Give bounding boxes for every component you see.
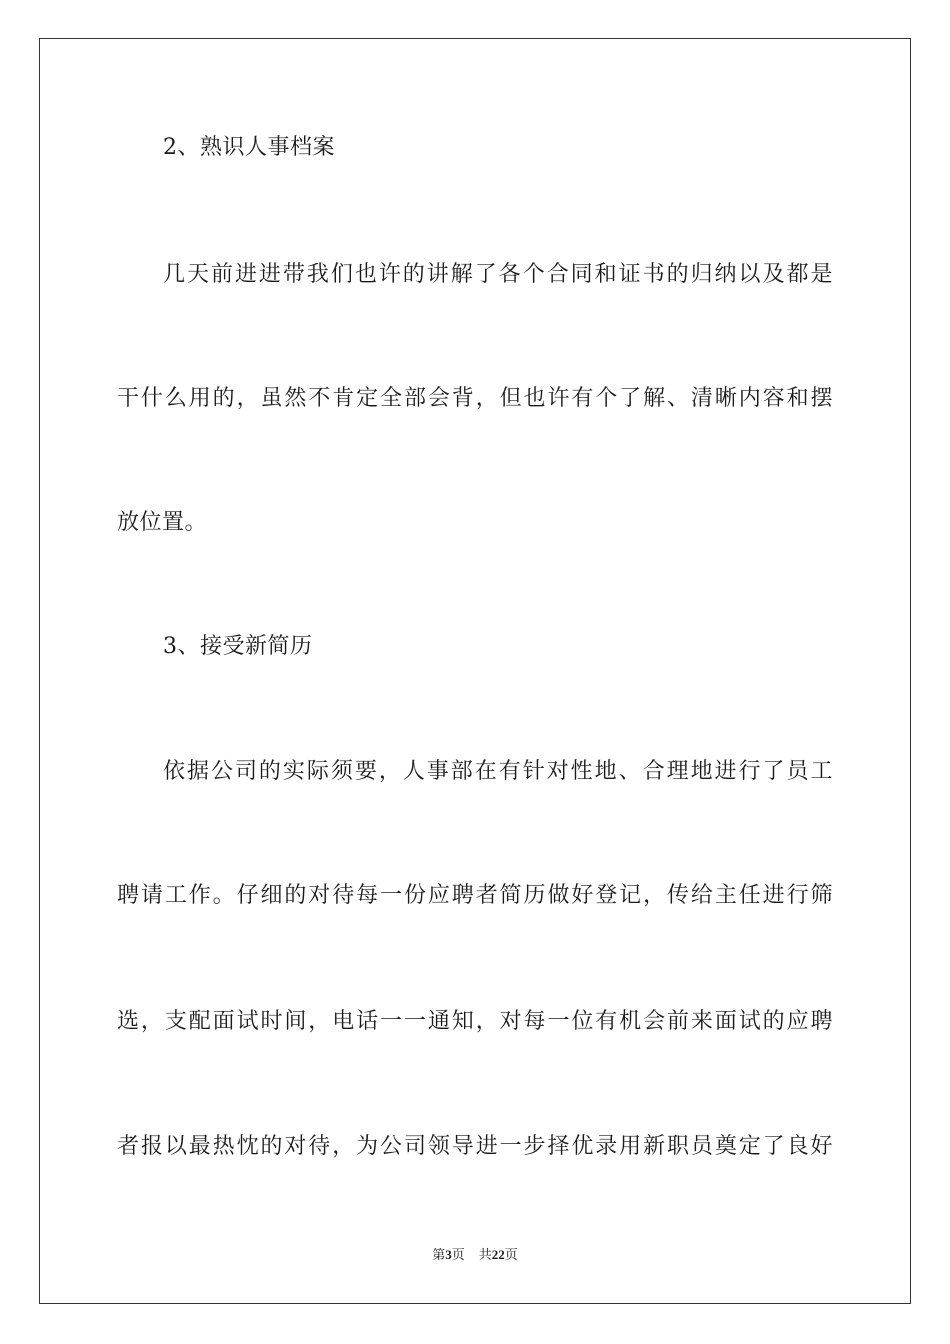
paragraph-line: 聘请工作。仔细的对待每一份应聘者简历做好登记，传给主任进行筛: [117, 883, 833, 908]
paragraph-line: 干什么用的，虽然不肯定全部会背，但也许有个了解、清晰内容和摆: [117, 386, 833, 411]
paragraph-line: 依据公司的实际须要，人事部在有针对性地、合理地进行了员工: [163, 759, 833, 784]
page-unit: 页: [451, 1247, 465, 1262]
paragraph-line: 者报以最热忱的对待，为公司领导进一步择优录用新职员奠定了良好: [117, 1134, 833, 1159]
section-heading-3: 3、接受新简历: [163, 634, 313, 659]
section-heading-2: 2、熟识人事档案: [163, 135, 335, 160]
page-border: [39, 38, 911, 1304]
page-footer: [0, 1246, 950, 1264]
total-page-count: 22: [491, 1247, 505, 1262]
paragraph-line: 选，支配面试时间，电话一一通知，对每一位有机会前来面试的应聘: [117, 1009, 833, 1034]
current-page-number: 3: [445, 1247, 452, 1262]
paragraph-line: 放位置。: [117, 510, 208, 535]
total-unit: 页: [504, 1247, 518, 1262]
page-prefix: 第: [432, 1247, 446, 1262]
paragraph-line: 几天前进进带我们也许的讲解了各个合同和证书的归纳以及都是: [163, 262, 833, 287]
total-prefix: 共: [478, 1247, 492, 1262]
